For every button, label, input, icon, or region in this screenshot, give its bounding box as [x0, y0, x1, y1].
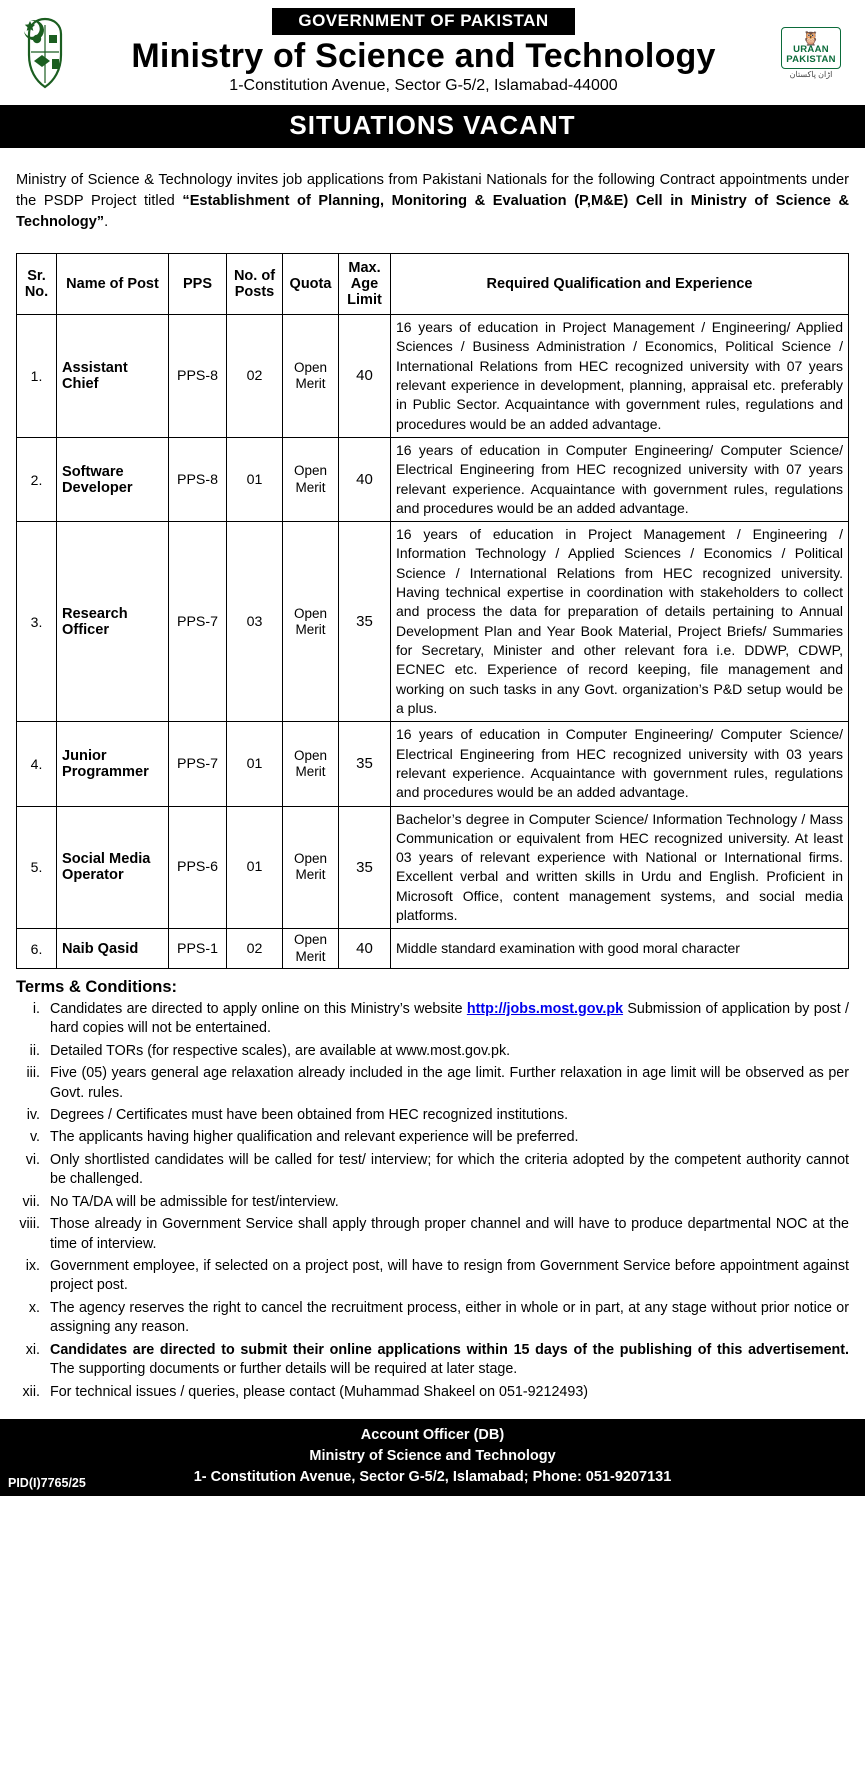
- intro-paragraph: [0, 162, 865, 238]
- cell-post: Assistant Chief: [57, 315, 169, 438]
- cell-pps: PPS-8: [169, 315, 227, 438]
- uraan-country: PAKISTAN: [786, 54, 836, 66]
- list-item: [16, 1215, 849, 1254]
- cell-qualification: Middle standard examination with good moral character: [391, 929, 849, 968]
- col-sr: Sr. No.: [17, 254, 57, 315]
- cell-qualification: Bachelor’s degree in Computer Science/ Information Technology / Mass Communication or equivalent from HEC recognized university. At least 03 years of relevant experience with National or International firms. Excellent verbal and written skills in Urdu and English. Proficient in Microsoft Office, content management systems, and social media platforms.: [391, 806, 849, 929]
- cell-sr: 6.: [17, 929, 57, 968]
- footer-line-1: Account Officer (DB): [360, 1427, 505, 1444]
- cell-quota: Open Merit: [283, 722, 339, 806]
- term-text: Those already in Government Service shall apply through proper channel and will have to produce departmental NOC at the time of interview.: [50, 1216, 849, 1252]
- list-item: [16, 1151, 849, 1190]
- list-item: [16, 1383, 849, 1402]
- col-post: Name of Post: [57, 254, 169, 315]
- table-row: [17, 722, 849, 806]
- uraan-urdu-text: اڑان پاکستان: [789, 69, 833, 79]
- term-text: The agency reserves the right to cancel the recruitment process, either in whole or in part, at any stage without prior notice or assigning any reason.: [50, 1299, 849, 1336]
- cell-pps: PPS-7: [169, 722, 227, 806]
- term-number: iv.: [26, 1106, 40, 1123]
- cell-age: 35: [339, 806, 391, 929]
- cell-posts: 01: [227, 722, 283, 806]
- col-qualification: Required Qualification and Experience: [391, 254, 849, 315]
- term-text: [50, 1341, 849, 1380]
- intro-part1: Ministry of Science & Technology invites job applications from Pakistani Nationals for the following Contract appointments under the PSDP Project titled: [16, 172, 849, 209]
- col-quota: Quota: [283, 254, 339, 315]
- cell-sr: 2.: [17, 437, 57, 521]
- term-text-pre: Candidates are directed to apply online on this Ministry’s website: [50, 1000, 467, 1017]
- term-number: v.: [29, 1129, 40, 1146]
- col-posts: No. of Posts: [227, 254, 283, 315]
- intro-project-title: “Establishment of Planning, Monitoring & Evaluation (P,M&E) Cell in Ministry of Science & Technology”: [16, 193, 849, 230]
- cell-age: 40: [339, 437, 391, 521]
- cell-qualification: 16 years of education in Computer Engineering/ Computer Science/ Electrical Engineering from HEC recognized university with 03 years relevant experience. Acquaintance with government rules, regulations and procedures would be an added advantage.: [391, 722, 849, 806]
- list-item: [16, 1193, 849, 1212]
- footer-line-2: Ministry of Science and Technology: [309, 1448, 556, 1465]
- page-header: [0, 0, 865, 103]
- term-text: Only shortlisted candidates will be called for test/ interview; for which the criteria adopted by the competent authority cannot be challenged.: [50, 1151, 849, 1188]
- government-band: GOVERNMENT OF PAKISTAN: [272, 8, 574, 35]
- cell-sr: 4.: [17, 722, 57, 806]
- term-text: For technical issues / queries, please contact (Muhammad Shakeel on 051-9212493): [50, 1383, 589, 1400]
- list-item: [16, 1042, 849, 1061]
- jobs-table-body: [17, 315, 849, 969]
- list-item: [16, 1106, 849, 1125]
- header-text-block: [76, 8, 771, 99]
- cell-pps: PPS-6: [169, 806, 227, 929]
- term-text: Government employee, if selected on a project post, will have to resign from Government Service before appointment against project post.: [50, 1258, 849, 1294]
- table-header-row: [17, 254, 849, 315]
- cell-sr: 5.: [17, 806, 57, 929]
- term-number: vii.: [22, 1193, 40, 1210]
- term-number: vi.: [25, 1151, 40, 1168]
- term-number: i.: [32, 1000, 40, 1017]
- cell-quota: Open Merit: [283, 437, 339, 521]
- page-footer: [0, 1419, 865, 1496]
- table-row: [17, 806, 849, 929]
- pid-number: PID(I)7765/25: [8, 1476, 86, 1491]
- cell-quota: Open Merit: [283, 929, 339, 968]
- term-text: Five (05) years general age relaxation already included in the age limit. Further relaxation in age limit will be observed as per Govt. rules.: [50, 1065, 849, 1101]
- footer-line-3: 1- Constitution Avenue, Sector G-5/2, Islamabad; Phone: 051-9207131: [193, 1469, 672, 1486]
- jobs-table: [16, 253, 849, 969]
- cell-qualification: 16 years of education in Project Management / Engineering / Information Technology / Applied Sciences / Economics / Political Science / International Relations from HEC recognized university. Having technical expertise in coordination with stakeholders to collect and process the data for preparation of details pertaining to Annual Development Plan and Year Book Material, Project Briefs/ Summaries for Secretary, Minister and other relevant fora i.e. DDWP, CDWP, ECNEC etc. Experience of record keeping, file management and working on such tasks in any Govt. organization’s P&D setup would be a plus.: [391, 522, 849, 722]
- cell-sr: 1.: [17, 315, 57, 438]
- term-number: xii.: [22, 1383, 40, 1400]
- term-text: Degrees / Certificates must have been obtained from HEC recognized institutions.: [50, 1106, 569, 1123]
- cell-qualification: 16 years of education in Project Management / Engineering/ Applied Sciences / Business Administration / Economics, Political Science / International Relations from HEC recognized university with 07 years relevant experience in development, planning, appraisal etc. preferably in Public Sector. Acquaintance with government rules, regulations and procedures would be an added advantage.: [391, 315, 849, 438]
- cell-qualification: 16 years of education in Computer Engineering/ Computer Science/ Electrical Engineering from HEC recognized university with 07 years relevant experience. Acquaintance with government rules, regulations and procedures would be an added advantage.: [391, 437, 849, 521]
- situations-vacant-banner: SITUATIONS VACANT: [0, 105, 865, 148]
- uraan-word: URAAN: [793, 44, 829, 55]
- term-number: ii.: [29, 1042, 40, 1059]
- term-text: [50, 1000, 849, 1039]
- jobs-portal-link[interactable]: http://jobs.most.gov.pk: [466, 1000, 624, 1017]
- footer-wrapper: [0, 1419, 865, 1496]
- col-age: Max. Age Limit: [339, 254, 391, 315]
- term-text: Detailed TORs (for respective scales), are available at www.most.gov.pk.: [50, 1042, 511, 1059]
- term-text: No TA/DA will be admissible for test/interview.: [50, 1193, 339, 1210]
- intro-part2: .: [104, 213, 109, 230]
- cell-posts: 01: [227, 806, 283, 929]
- cell-sr: 3.: [17, 522, 57, 722]
- list-item: [16, 1128, 849, 1147]
- cell-quota: Open Merit: [283, 522, 339, 722]
- list-item: [16, 1064, 849, 1103]
- cell-age: 35: [339, 522, 391, 722]
- cell-age: 40: [339, 929, 391, 968]
- term-text-post: The supporting documents or further details will be required at later stage.: [50, 1361, 518, 1378]
- terms-list: [0, 1000, 865, 1411]
- jobs-table-wrapper: [0, 253, 865, 969]
- term-number: ix.: [25, 1258, 40, 1275]
- list-item: [16, 1000, 849, 1039]
- list-item: [16, 1257, 849, 1296]
- list-item: [16, 1341, 849, 1380]
- cell-posts: 03: [227, 522, 283, 722]
- cell-posts: 02: [227, 315, 283, 438]
- cell-post: Research Officer: [57, 522, 169, 722]
- term-number: xi.: [25, 1341, 40, 1358]
- table-row: [17, 929, 849, 968]
- cell-post: Social Media Operator: [57, 806, 169, 929]
- cell-post: Naib Qasid: [57, 929, 169, 968]
- term-text-bold: Candidates are directed to submit their online applications within 15 days of the publishing of this advertisement.: [50, 1341, 849, 1358]
- terms-title: Terms & Conditions:: [16, 977, 178, 996]
- cell-posts: 02: [227, 929, 283, 968]
- uraan-pakistan-logo: [771, 27, 851, 80]
- table-row: [17, 522, 849, 722]
- list-item: [16, 1299, 849, 1338]
- bird-icon: 🦉: [802, 30, 820, 46]
- cell-posts: 01: [227, 437, 283, 521]
- cell-pps: PPS-1: [169, 929, 227, 968]
- cell-quota: Open Merit: [283, 315, 339, 438]
- col-pps: PPS: [169, 254, 227, 315]
- pakistan-emblem-icon: [14, 14, 76, 92]
- term-text: The applicants having higher qualification and relevant experience will be preferred.: [50, 1129, 579, 1146]
- table-row: [17, 437, 849, 521]
- cell-age: 40: [339, 315, 391, 438]
- term-number: iii.: [26, 1065, 40, 1082]
- ministry-title: Ministry of Science and Technology: [131, 37, 716, 75]
- cell-age: 35: [339, 722, 391, 806]
- cell-post: Junior Programmer: [57, 722, 169, 806]
- cell-quota: Open Merit: [283, 806, 339, 929]
- term-text-post: Submission of application by post / hard copies will not be entertained.: [50, 1000, 849, 1037]
- cell-pps: PPS-8: [169, 437, 227, 521]
- term-number: viii.: [19, 1216, 40, 1233]
- cell-pps: PPS-7: [169, 522, 227, 722]
- table-row: [17, 315, 849, 438]
- cell-post: Software Developer: [57, 437, 169, 521]
- term-number: x.: [28, 1299, 40, 1316]
- ministry-address: 1-Constitution Avenue, Sector G-5/2, Islamabad-44000: [229, 76, 618, 94]
